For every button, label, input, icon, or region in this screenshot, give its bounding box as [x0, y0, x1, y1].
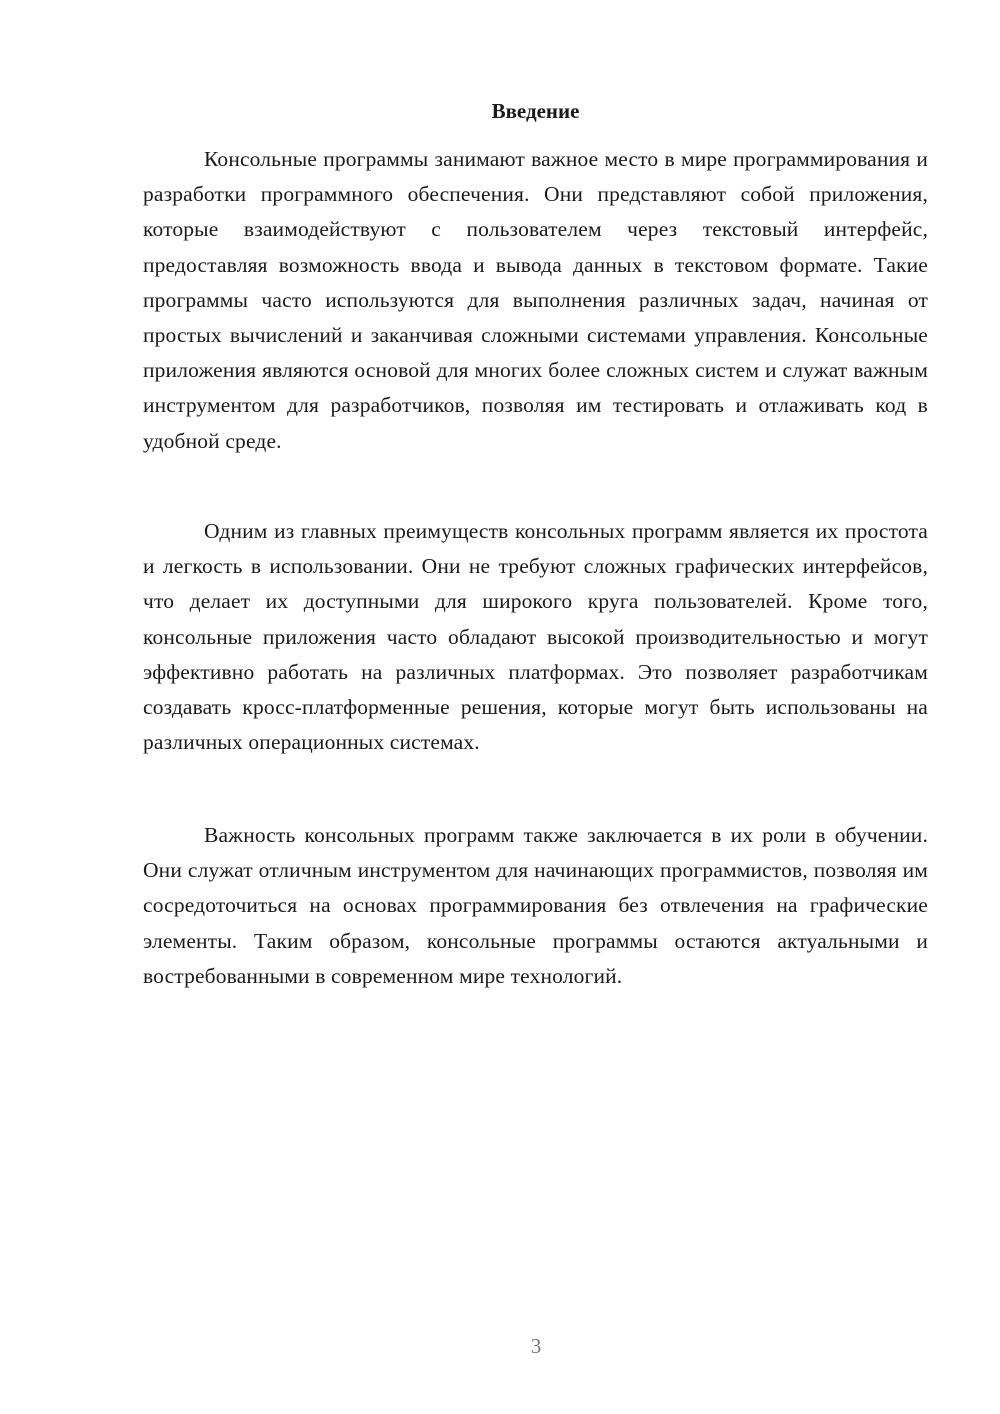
page-number: 3: [530, 1334, 542, 1358]
paragraph-2: Одним из главных преимуществ консольных программ является их простота и легкость в использовании. Они не требуют сложных графических интерфейсов, что делает их доступными для широкого круга пользователей. Кроме того, консольные приложения часто обладают высокой производительностью и могут эффективно работать на различных платформах. Это позволяет разработчикам создавать кросс-платформенные решения, которые могут быть использованы на различных операционных системах.: [143, 519, 928, 755]
section-title: Введение: [491, 99, 580, 123]
paragraph-3: Важность консольных программ также заключается в их роли в обучении. Они служат отличным инструментом для начинающих программистов, позволяя им сосредоточиться на основах программирования без отвлечения на графические элементы. Таким образом, консольные программы остаются актуальными и востребованными в современном мире технологий.: [143, 823, 928, 988]
paragraph-1: Консольные программы занимают важное место в мире программирования и разработки программного обеспечения. Они представляют собой приложения, которые взаимодействуют с пользователем через текстовый интерфейс, предоставляя возможность ввода и вывода данных в текстовом формате. Такие программы часто используются для выполнения различных задач, начиная от простых вычислений и заканчивая сложными системами управления. Консольные приложения являются основой для многих более сложных систем и служат важным инструментом для разработчиков, позволяя им тестировать и отлаживать код в удобной среде.: [143, 147, 928, 453]
